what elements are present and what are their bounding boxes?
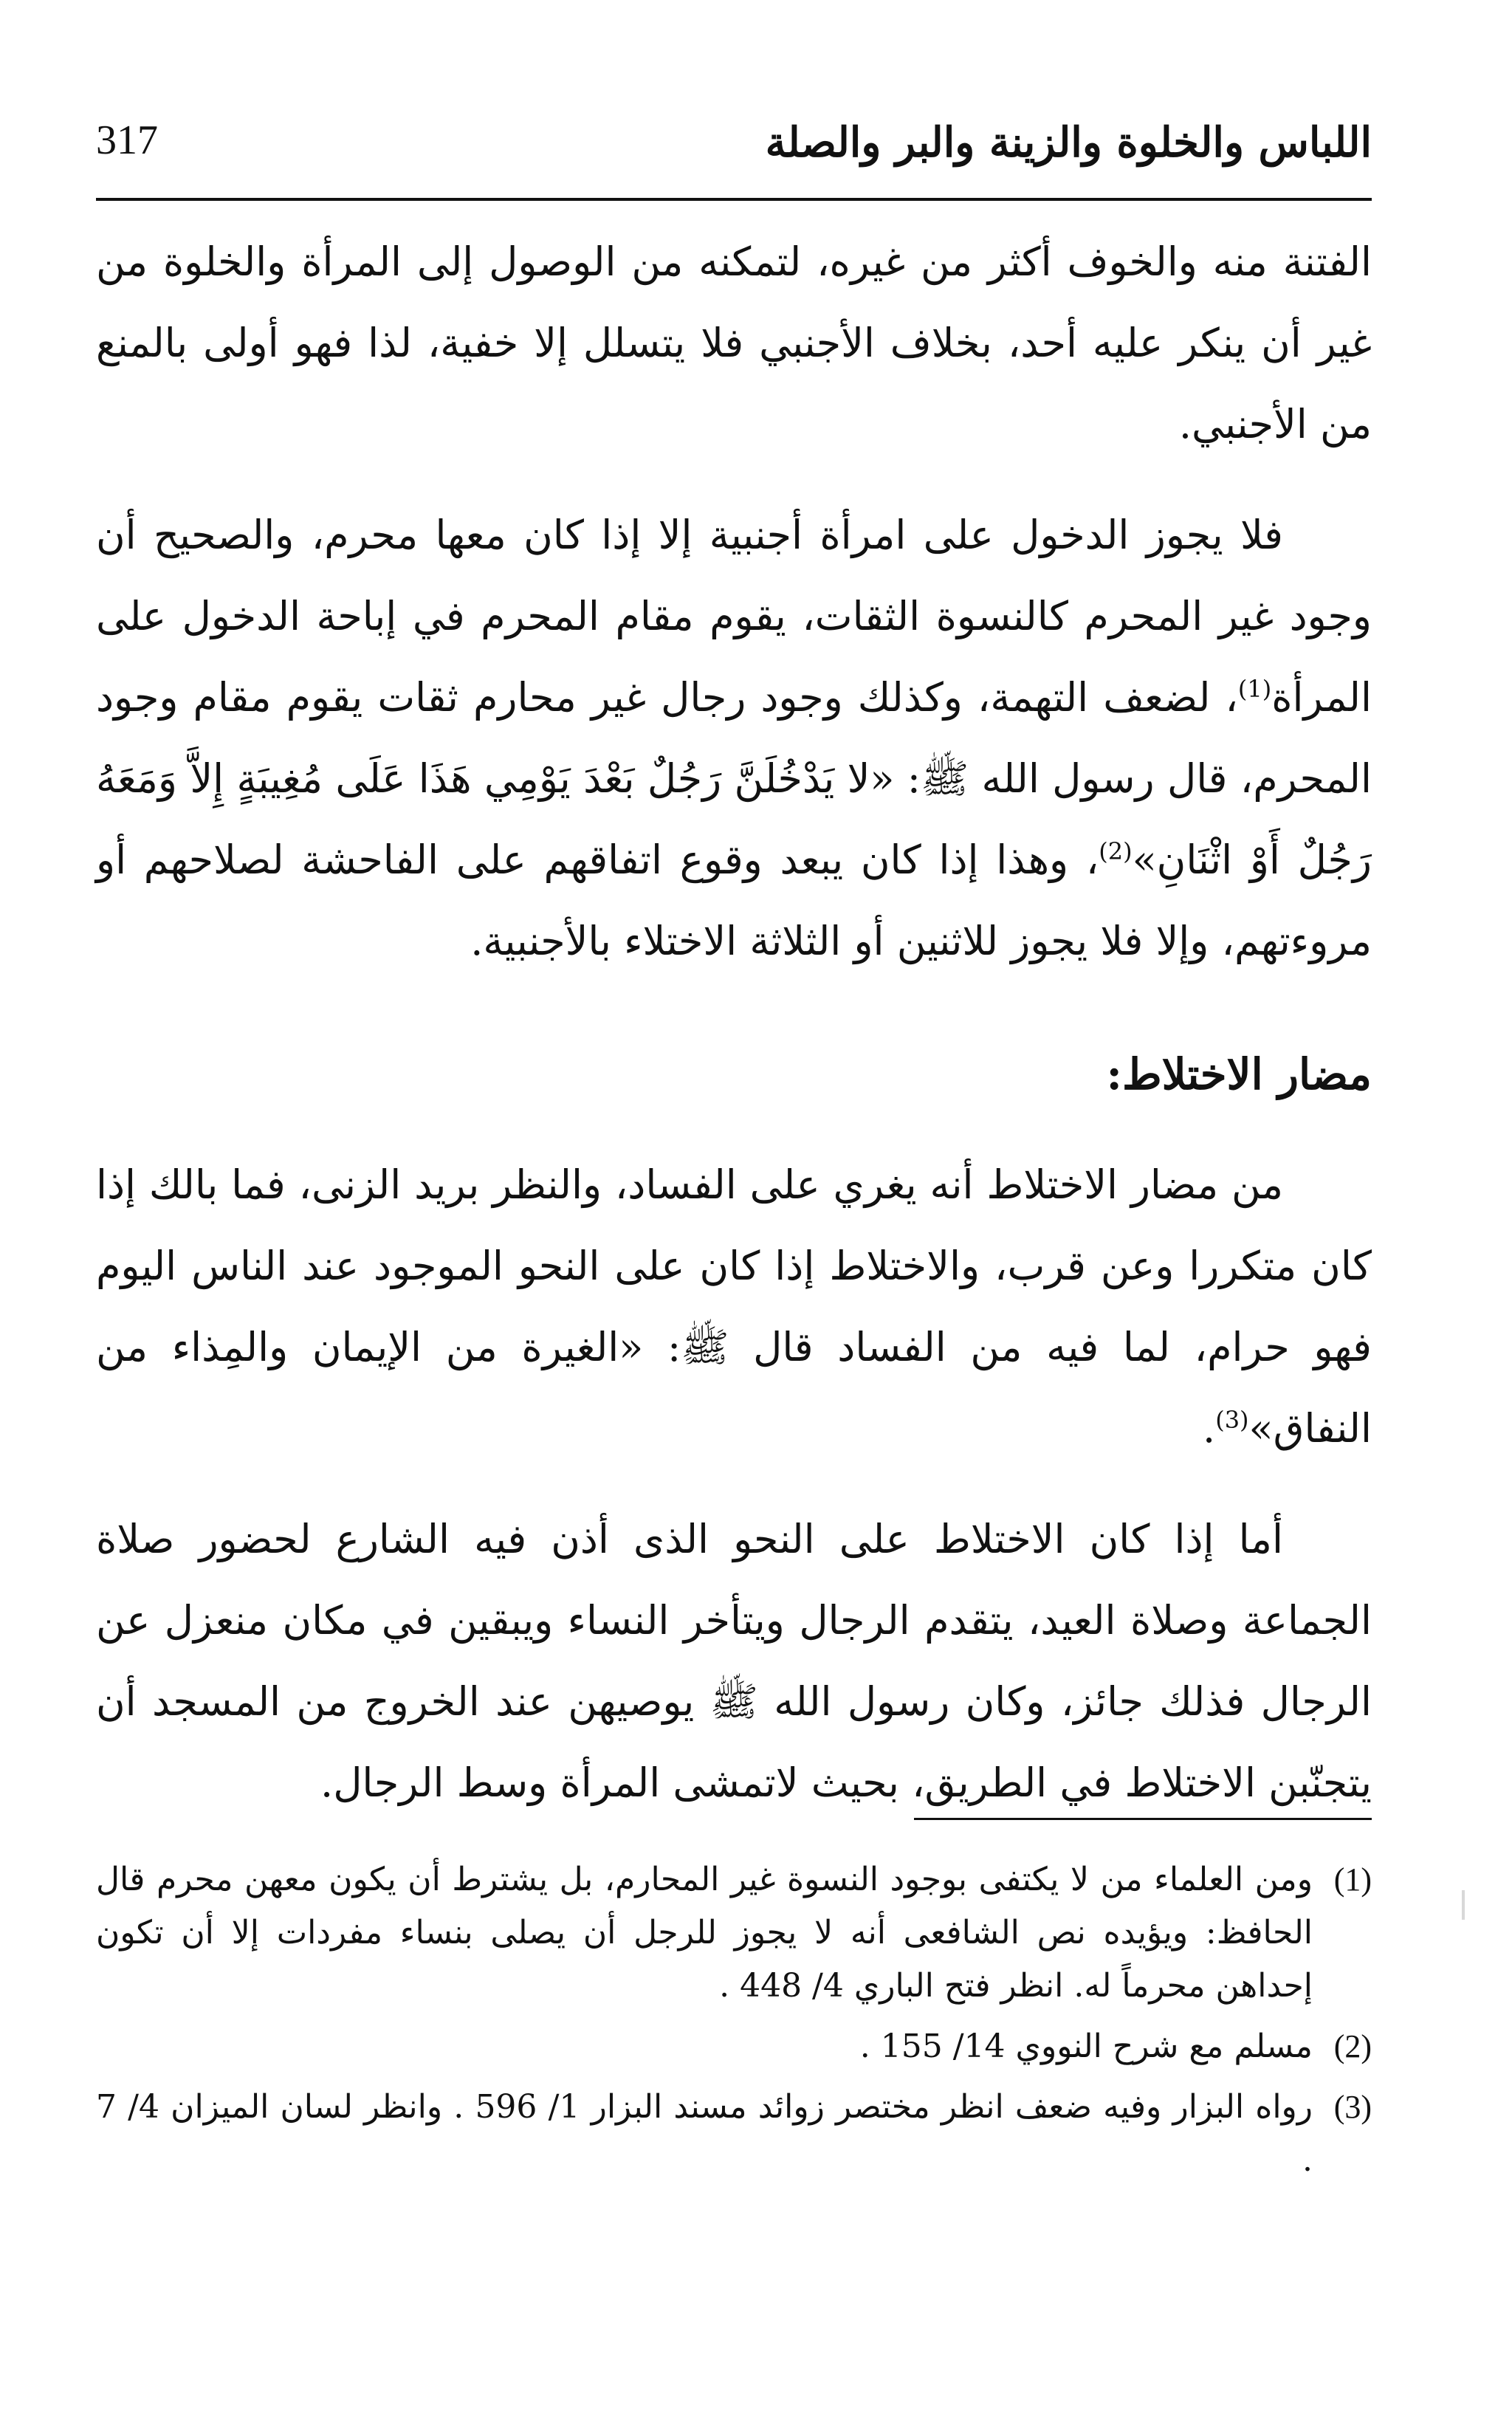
paragraph-2 bbox=[96, 495, 1372, 982]
footnotes bbox=[96, 1853, 1372, 2194]
paragraph-2-part-a: فلا يجوز الدخول على امرأة أجنبية إلا إذا كان معها محرم، والصحيح أن وجود غير المحرم كالنسوة الثقات، يقوم مقام المحرم في إباحة الدخول على المرأة bbox=[96, 512, 1372, 721]
footnote-marker-2[interactable]: (2) bbox=[1099, 837, 1133, 865]
header-rule bbox=[96, 198, 1372, 201]
body-text bbox=[96, 222, 1372, 1824]
footnote-rule bbox=[914, 1818, 1372, 1820]
footnote-number: (3) bbox=[1333, 2089, 1372, 2125]
footnote-marker-3[interactable]: (3) bbox=[1215, 1406, 1249, 1434]
paragraph-3-part-b: . bbox=[1203, 1405, 1216, 1452]
footnote-number: (2) bbox=[1333, 2028, 1372, 2064]
page-number: 317 bbox=[96, 117, 158, 163]
footnote-marker-1[interactable]: (1) bbox=[1237, 675, 1272, 703]
running-header bbox=[96, 103, 1372, 185]
footnote-3 bbox=[96, 2081, 1372, 2187]
paragraph-3-part-a: من مضار الاختلاط أنه يغري على الفساد، والنظر بريد الزنى، فما بالك إذا كان متكررا وعن قرب، والاختلاط إذا كان على النحو الموجود عند الناس اليوم فهو حرام، لما فيه من الفساد قال ﷺ: «الغيرة من الإيمان والمِذاء من النفاق» bbox=[96, 1161, 1372, 1452]
footnote-2 bbox=[96, 2020, 1372, 2073]
paragraph-2-part-b: ، لضعف التهمة، وكذلك وجود رجال غير محارم ثقات يقوم مقام وجود المحرم، قال رسول الله ﷺ: «لا يَدْخُلَنَّ رَجُلٌ بَعْدَ يَوْمِي هَذَا عَلَى مُغِيبَةٍ إِلاَّ وَمَعَهُ رَجُلٌ أَوْ اثْنَانِ» bbox=[96, 674, 1372, 883]
running-title: اللباس والخلوة والزينة والبر والصلة bbox=[765, 118, 1372, 167]
footnote-1 bbox=[96, 1853, 1372, 2013]
section-heading: مضار الاختلاط: bbox=[1106, 1049, 1372, 1099]
footnote-text: رواه البزار وفيه ضعف انظر مختصر زوائد مسند البزار 1/ 596 . وانظر لسان الميزان 4/ 7 . bbox=[96, 2088, 1313, 2179]
footnote-text: ومن العلماء من لا يكتفى بوجود النسوة غير المحارم، بل يشترط أن يكون معهن محرم قال الحافظ: ويؤيده نص الشافعى أنه لا يجوز للرجل أن يصلى بنساء مفردات إلا أن تكون إحداهن محرماً له. انظر فتح الباري 4/ 448 . bbox=[96, 1861, 1313, 2005]
paragraph-1: الفتنة منه والخوف أكثر من غيره، لتمكنه من الوصول إلى المرأة والخلوة من غير أن ينكر عليه أحد، بخلاف الأجنبي فلا يتسلل إلا خفية، لذا فهو أولى بالمنع من الأجنبي. bbox=[96, 238, 1372, 447]
paragraph-3 bbox=[96, 1144, 1372, 1469]
footnote-text: مسلم مع شرح النووي 14/ 155 . bbox=[859, 2028, 1313, 2065]
scan-margin-mark bbox=[1462, 1890, 1465, 1920]
paragraph-4: أما إذا كان الاختلاط على النحو الذى أذن فيه الشارع لحضور صلاة الجماعة وصلاة العيد، يتقدم الرجال ويتأخر النساء ويبقين في مكان منعزل عن الرجال فذلك جائز، وكان رسول الله ﷺ يوصيهن عند الخروج من المسجد أن يتجنّبن الاختلاط في الطريق، بحيث لاتمشى المرأة وسط الرجال. bbox=[96, 1516, 1372, 1806]
footnote-number: (1) bbox=[1333, 1861, 1372, 1898]
paragraph-2-part-c: ، وهذا إذا كان يبعد وقوع اتفاقهم على الفاحشة لصلاحهم أو مروءتهم، وإلا فلا يجوز للاثنين أو الثلاثة الاختلاء بالأجنبية. bbox=[96, 837, 1372, 964]
